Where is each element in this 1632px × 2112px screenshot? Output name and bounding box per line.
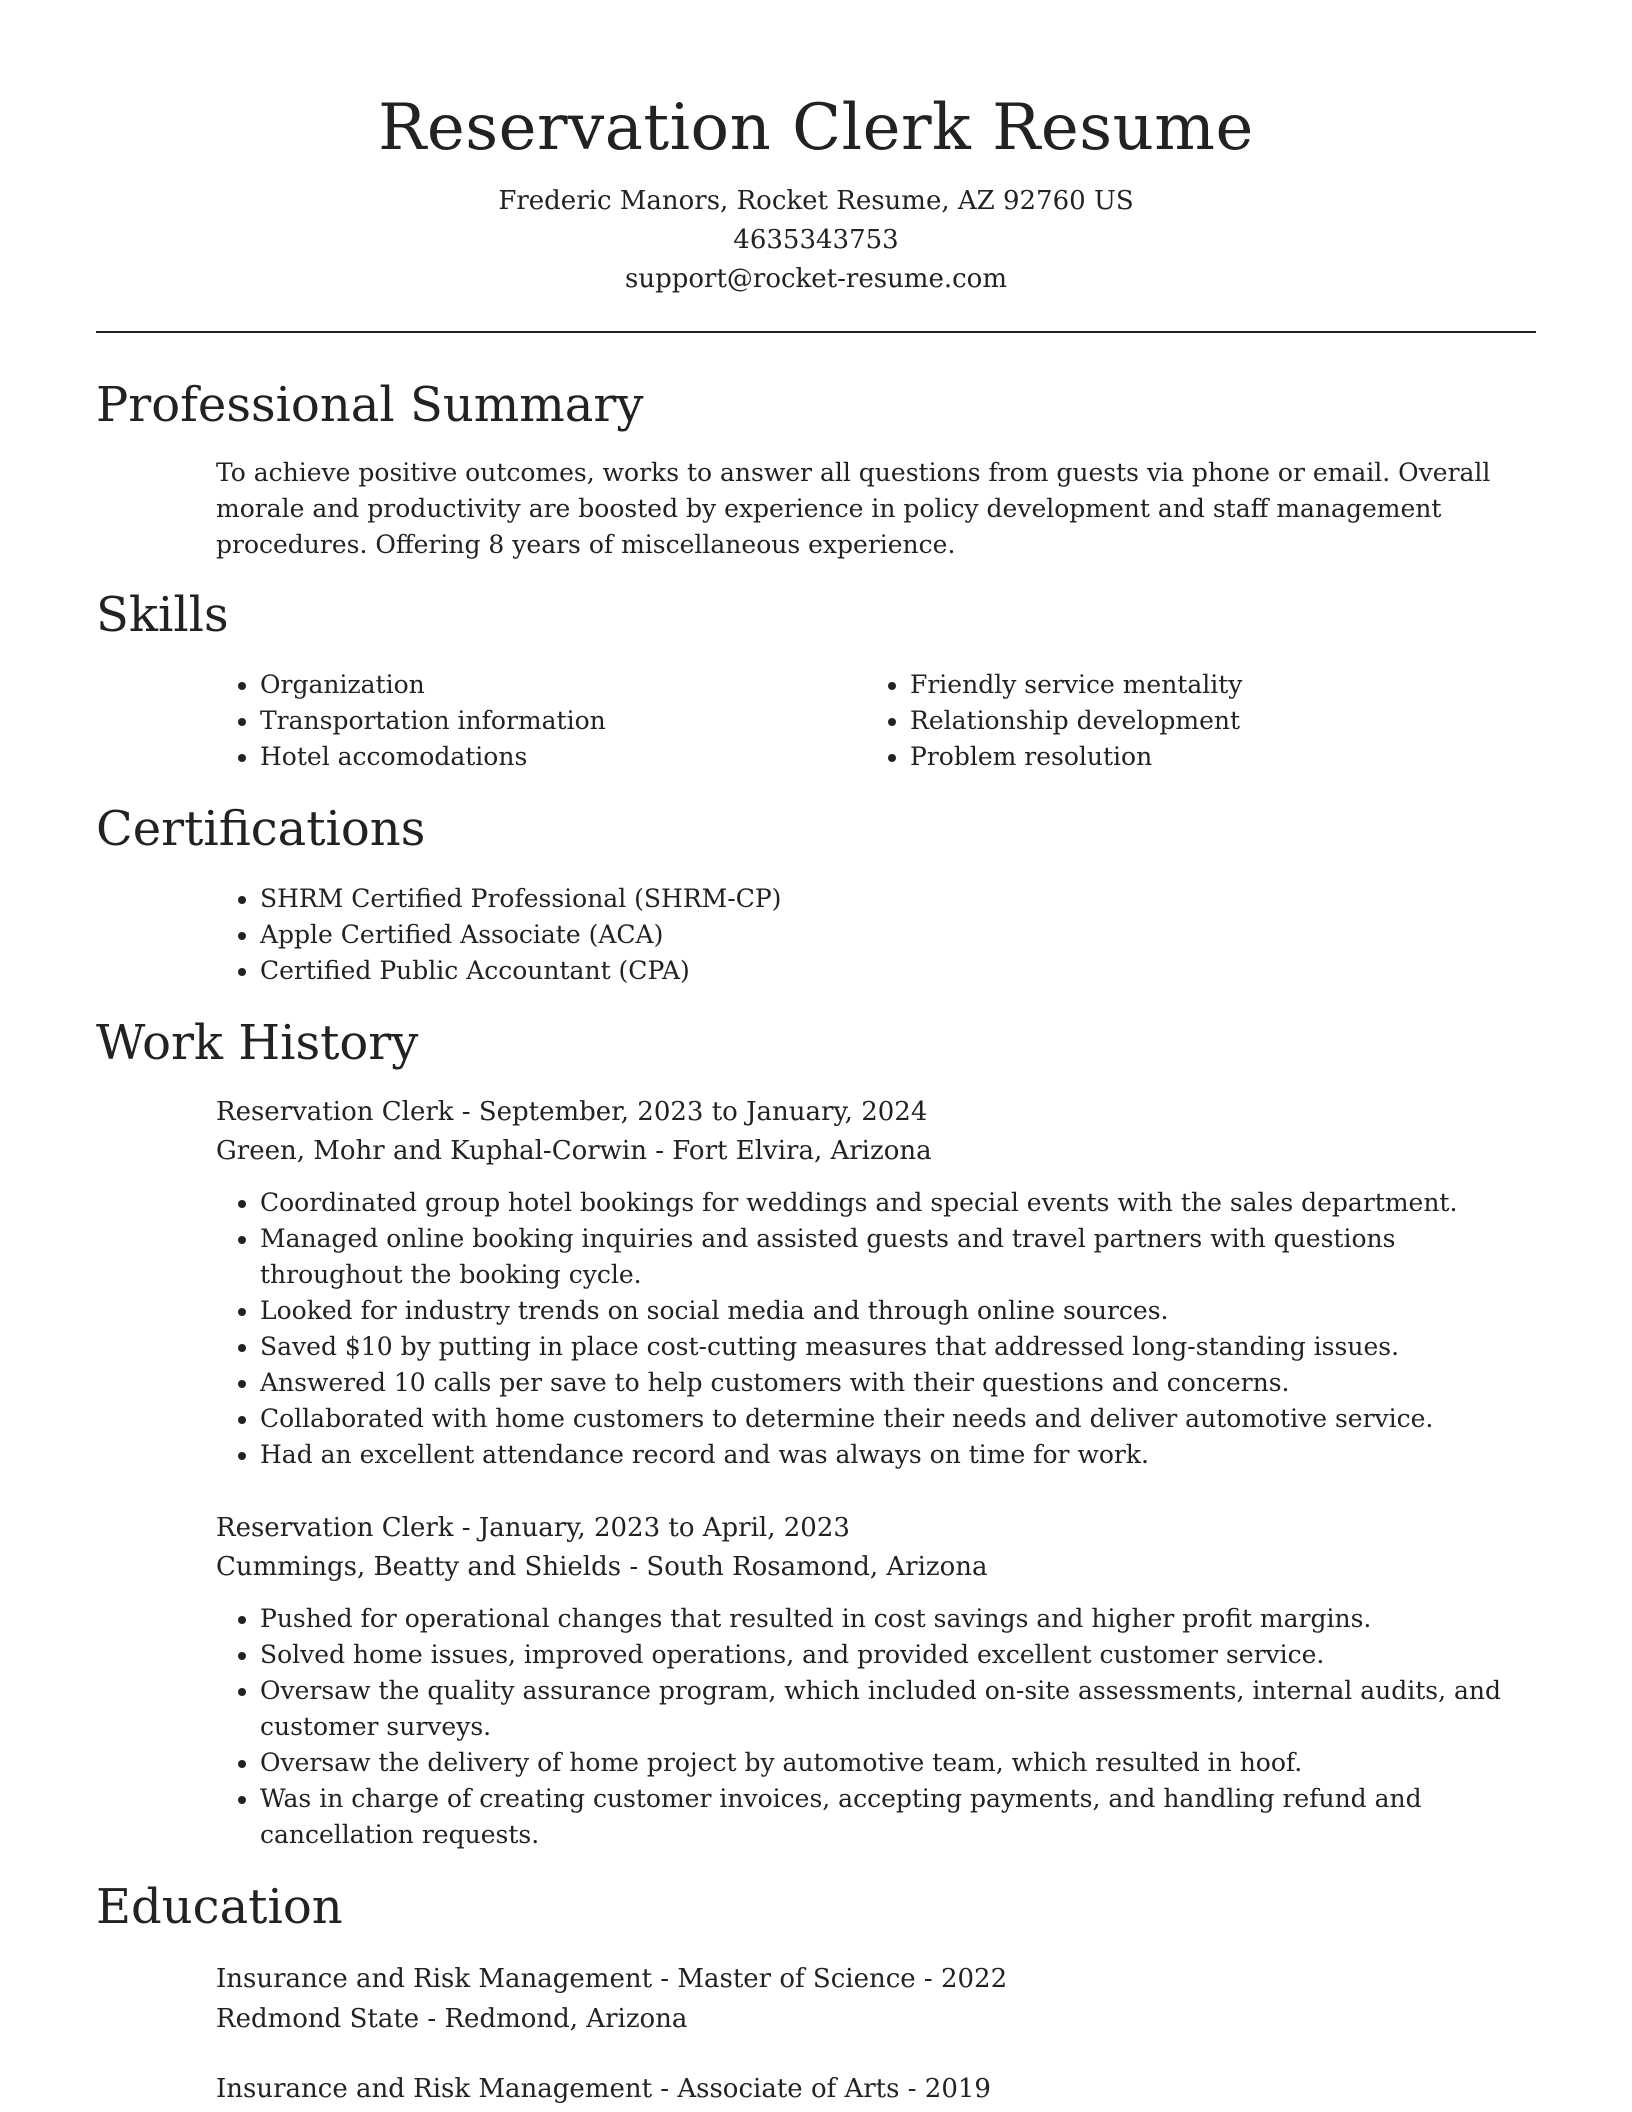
skills-list [216,667,1536,775]
job-duties [216,1601,1536,1853]
skills-column-left [216,667,866,775]
skill-item: • Relationship development [910,703,1516,739]
skill-item: • Problem resolution [910,739,1516,775]
job-duty: • Collaborated with home customers to determine their needs and deliver automotive service. [260,1401,1536,1437]
resume-page [96,0,1536,2109]
certification-item: • Apple Certified Associate (ACA) [260,917,1536,953]
summary-text: To achieve positive outcomes, works to answer all questions from guests via phone or email. Overall morale and productivity are boosted by experience in policy development and staff management procedures. Offering 8 years of miscellaneous experience. [216,458,1491,559]
skill-item: • Friendly service mentality [910,667,1516,703]
education-heading: Education [96,1879,343,1935]
education-entry [216,1959,1536,2039]
skill-item: • Organization [260,667,866,703]
education-degree-line: Insurance and Risk Management - Associate of Arts - 2019 [216,2074,991,2104]
certification-item: • SHRM Certified Professional (SHRM-CP) [260,881,1536,917]
job-duty: • Had an excellent attendance record and was always on time for work. [260,1437,1536,1473]
job-duty: • Oversaw the quality assurance program, which included on-site assessments, internal audits, and customer surveys. [260,1673,1536,1745]
skills-column-right [866,667,1516,775]
job-duty: • Was in charge of creating customer invoices, accepting payments, and handling refund and cancellation requests. [260,1781,1536,1853]
summary-heading: Professional Summary [96,377,644,433]
education-degree-line: Insurance and Risk Management - Master of Science - 2022 [216,1964,1008,1994]
education-school-line: Redmond State - Redmond, Arizona [216,2004,688,2034]
certification-item: • Certified Public Accountant (CPA) [260,953,1536,989]
job-company-line: Cummings, Beatty and Shields - South Rosamond, Arizona [216,1552,988,1582]
job-entry [216,1093,1536,1473]
job-duty: • Saved $10 by putting in place cost-cutting measures that addressed long-standing issues. [260,1329,1536,1365]
skill-item: • Transportation information [260,703,866,739]
job-duty: • Looked for industry trends on social media and through online sources. [260,1293,1536,1329]
job-company-line: Green, Mohr and Kuphal-Corwin - Fort Elvira, Arizona [216,1136,932,1166]
job-duty: • Managed online booking inquiries and assisted guests and travel partners with questions throughout the booking cycle. [260,1221,1536,1293]
certifications-heading: Certifications [96,801,426,857]
education-entry [216,2069,1536,2109]
header-divider [96,331,1536,333]
job-duty: • Pushed for operational changes that resulted in cost savings and higher profit margins. [260,1601,1536,1637]
resume-title: Reservation Clerk Resume [378,91,1254,165]
contact-phone: 4635343753 [733,225,899,255]
certifications-list [216,881,1536,989]
contact-info [96,182,1536,299]
job-duty: • Answered 10 calls per save to help customers with their questions and concerns. [260,1365,1536,1401]
job-title-line: Reservation Clerk - September, 2023 to January, 2024 [216,1097,928,1127]
job-duty: • Solved home issues, improved operations, and provided excellent customer service. [260,1637,1536,1673]
job-entry [216,1509,1536,1853]
work-history-heading: Work History [96,1015,419,1071]
job-duty: • Oversaw the delivery of home project by automotive team, which resulted in hoof. [260,1745,1536,1781]
job-title-line: Reservation Clerk - January, 2023 to April, 2023 [216,1513,850,1543]
contact-email: support@rocket-resume.com [624,264,1007,294]
skill-item: • Hotel accomodations [260,739,866,775]
job-duty: • Coordinated group hotel bookings for weddings and special events with the sales department. [260,1185,1536,1221]
skills-heading: Skills [96,587,229,643]
contact-address: Frederic Manors, Rocket Resume, AZ 92760 US [498,186,1134,216]
job-duties [216,1185,1536,1473]
